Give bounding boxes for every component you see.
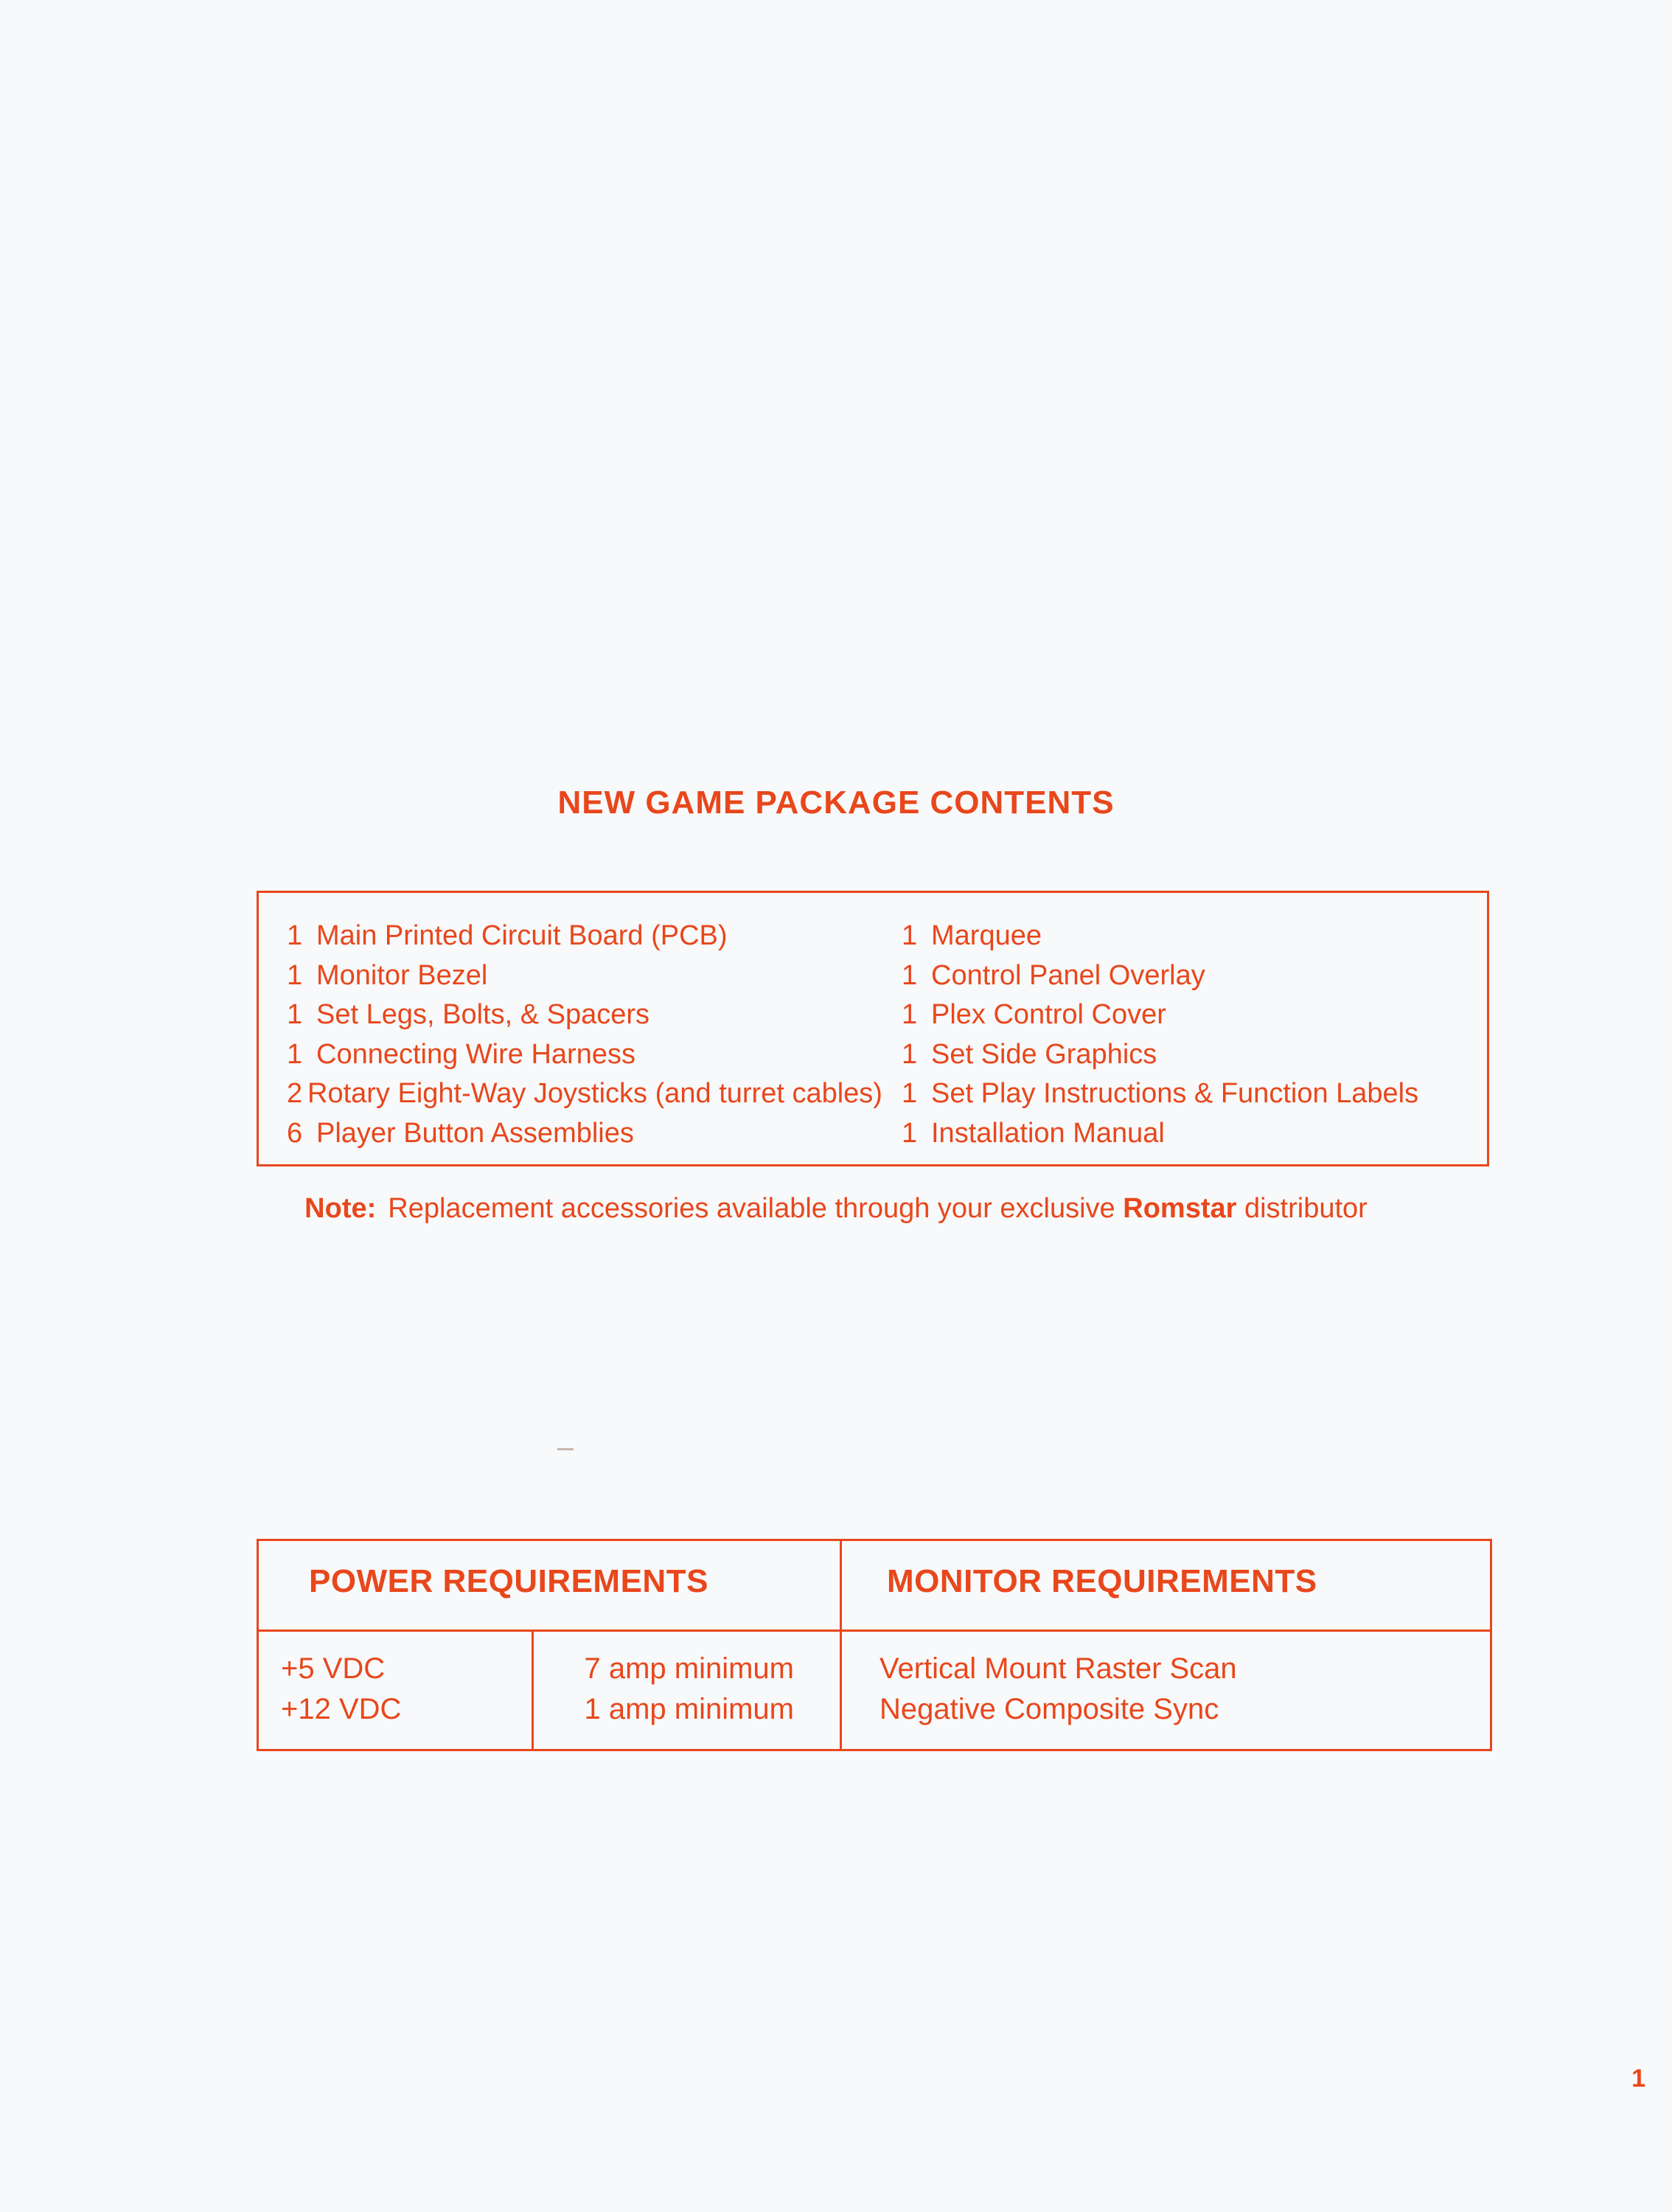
list-item (902, 956, 1418, 996)
list-item (287, 995, 882, 1035)
item-quantity: 1 (902, 999, 918, 1030)
note-label: Note: (304, 1193, 377, 1224)
list-item (902, 995, 1418, 1035)
table-divider (840, 1541, 842, 1749)
package-contents-box (257, 891, 1489, 1166)
requirements-table (257, 1539, 1492, 1751)
item-quantity: 1 (902, 1078, 918, 1109)
item-quantity: 1 (902, 920, 918, 951)
item-quantity: 1 (287, 999, 303, 1030)
item-name: Set Legs, Bolts, & Spacers (316, 999, 650, 1030)
list-item (902, 1074, 1418, 1114)
list-item (287, 956, 882, 996)
item-name: Main Printed Circuit Board (PCB) (316, 920, 728, 951)
item-name: Set Play Instructions & Function Labels (931, 1078, 1419, 1109)
note-text-after: distributor (1236, 1193, 1368, 1224)
item-name: Installation Manual (931, 1117, 1165, 1149)
list-item (287, 1114, 882, 1154)
item-quantity: 1 (902, 1117, 918, 1149)
item-quantity: 1 (287, 959, 303, 991)
package-right-column (902, 917, 1418, 1153)
table-divider (259, 1630, 1490, 1632)
table-divider (532, 1630, 534, 1749)
note-text-before: Replacement accessories available through your exclusive (388, 1193, 1124, 1224)
item-name: Rotary Eight-Way Joysticks (and turret cables) (307, 1078, 882, 1109)
item-name: Player Button Assemblies (316, 1117, 634, 1149)
package-left-column (287, 917, 882, 1153)
power-voltages (281, 1649, 401, 1730)
note (0, 1193, 1672, 1225)
item-quantity: 1 (902, 959, 918, 991)
page-number: 1 (1631, 2065, 1645, 2093)
item-quantity: 1 (287, 1038, 303, 1070)
monitor-requirements-title: MONITOR REQUIREMENTS (887, 1563, 1317, 1599)
note-brand: Romstar (1123, 1193, 1237, 1224)
monitor-specs (879, 1649, 1237, 1730)
item-quantity: 1 (902, 1038, 918, 1070)
item-name: Plex Control Cover (931, 999, 1166, 1030)
item-name: Connecting Wire Harness (316, 1038, 635, 1070)
stray-mark (557, 1448, 574, 1450)
current-value: 7 amp minimum (584, 1652, 794, 1685)
list-item (902, 1114, 1418, 1154)
item-quantity: 2 (287, 1078, 303, 1109)
monitor-spec: Negative Composite Sync (879, 1693, 1219, 1725)
item-name: Marquee (931, 920, 1042, 951)
item-quantity: 6 (287, 1117, 303, 1149)
current-value: 1 amp minimum (584, 1693, 794, 1725)
item-quantity: 1 (287, 920, 303, 951)
power-currents (564, 1649, 794, 1730)
list-item (902, 1035, 1418, 1075)
voltage-value: +12 VDC (281, 1693, 402, 1725)
voltage-value: +5 VDC (281, 1652, 386, 1685)
list-item (902, 917, 1418, 956)
list-item (287, 1035, 882, 1075)
item-name: Set Side Graphics (931, 1038, 1157, 1070)
monitor-spec: Vertical Mount Raster Scan (879, 1652, 1237, 1685)
item-name: Monitor Bezel (316, 959, 488, 991)
item-name: Control Panel Overlay (931, 959, 1205, 991)
power-requirements-title: POWER REQUIREMENTS (309, 1563, 708, 1599)
list-item (287, 917, 882, 956)
package-title: NEW GAME PACKAGE CONTENTS (557, 785, 1115, 821)
list-item (287, 1074, 882, 1114)
